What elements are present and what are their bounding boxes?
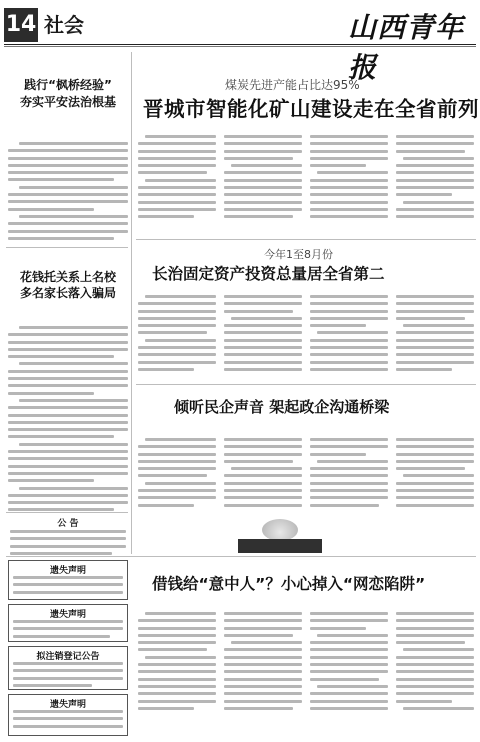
fengqiao-body	[8, 142, 128, 244]
page-number: 14	[4, 8, 38, 42]
investment-headline: 长治固定资产投资总量居全省第二	[152, 265, 385, 283]
lending-headline: 借钱给“意中人”？小心掉入“网恋陷阱”	[152, 575, 426, 593]
mining-kicker: 煤炭先进产能占比达95%	[225, 78, 360, 92]
bridge-body	[138, 438, 474, 511]
mining-body	[138, 135, 474, 223]
scam-body	[8, 326, 128, 516]
announcement-title: 公 告	[57, 519, 79, 529]
lost-notice-1-title: 遗失声明	[49, 566, 86, 576]
column-divider-left	[131, 52, 132, 554]
paper-name-logo: 山西青年报	[348, 11, 465, 84]
fengqiao-headline-1: 践行“枫桥经验”	[24, 78, 112, 92]
dissolution-notice-title: 拟注销登记公告	[36, 652, 100, 662]
investment-kicker: 今年1至8月份	[264, 248, 333, 261]
announcement-body	[10, 530, 126, 559]
lost-notice-2-title: 遗失声明	[49, 610, 86, 620]
investment-body	[138, 295, 474, 375]
scam-headline-1: 花钱托关系上名校	[19, 270, 116, 284]
dissolution-notice	[8, 646, 128, 690]
scam-headline-2: 多名家长落入骗局	[19, 286, 116, 300]
section-name: 社会	[44, 13, 84, 37]
bridge-headline: 倾听民企声音 架起政企沟通桥梁	[174, 398, 390, 416]
badge-label	[238, 539, 322, 553]
masthead-rule	[4, 44, 476, 45]
lost-notice-3	[8, 694, 128, 736]
lending-body	[138, 612, 474, 714]
divider-left-1	[6, 247, 128, 248]
lost-notice-3-title: 遗失声明	[49, 700, 86, 710]
lost-notice-2	[8, 604, 128, 642]
masthead	[0, 0, 480, 84]
masthead-rule-thin	[4, 46, 476, 47]
divider-main-1	[136, 239, 476, 240]
badge-emblem	[262, 519, 298, 541]
fengqiao-headline-2: 夯实平安法治根基	[19, 95, 116, 109]
lost-notice-1	[8, 560, 128, 600]
column-badge-emblem	[238, 519, 322, 559]
divider-main-2	[136, 384, 476, 385]
mining-headline: 晋城市智能化矿山建设走在全省前列	[143, 97, 479, 121]
